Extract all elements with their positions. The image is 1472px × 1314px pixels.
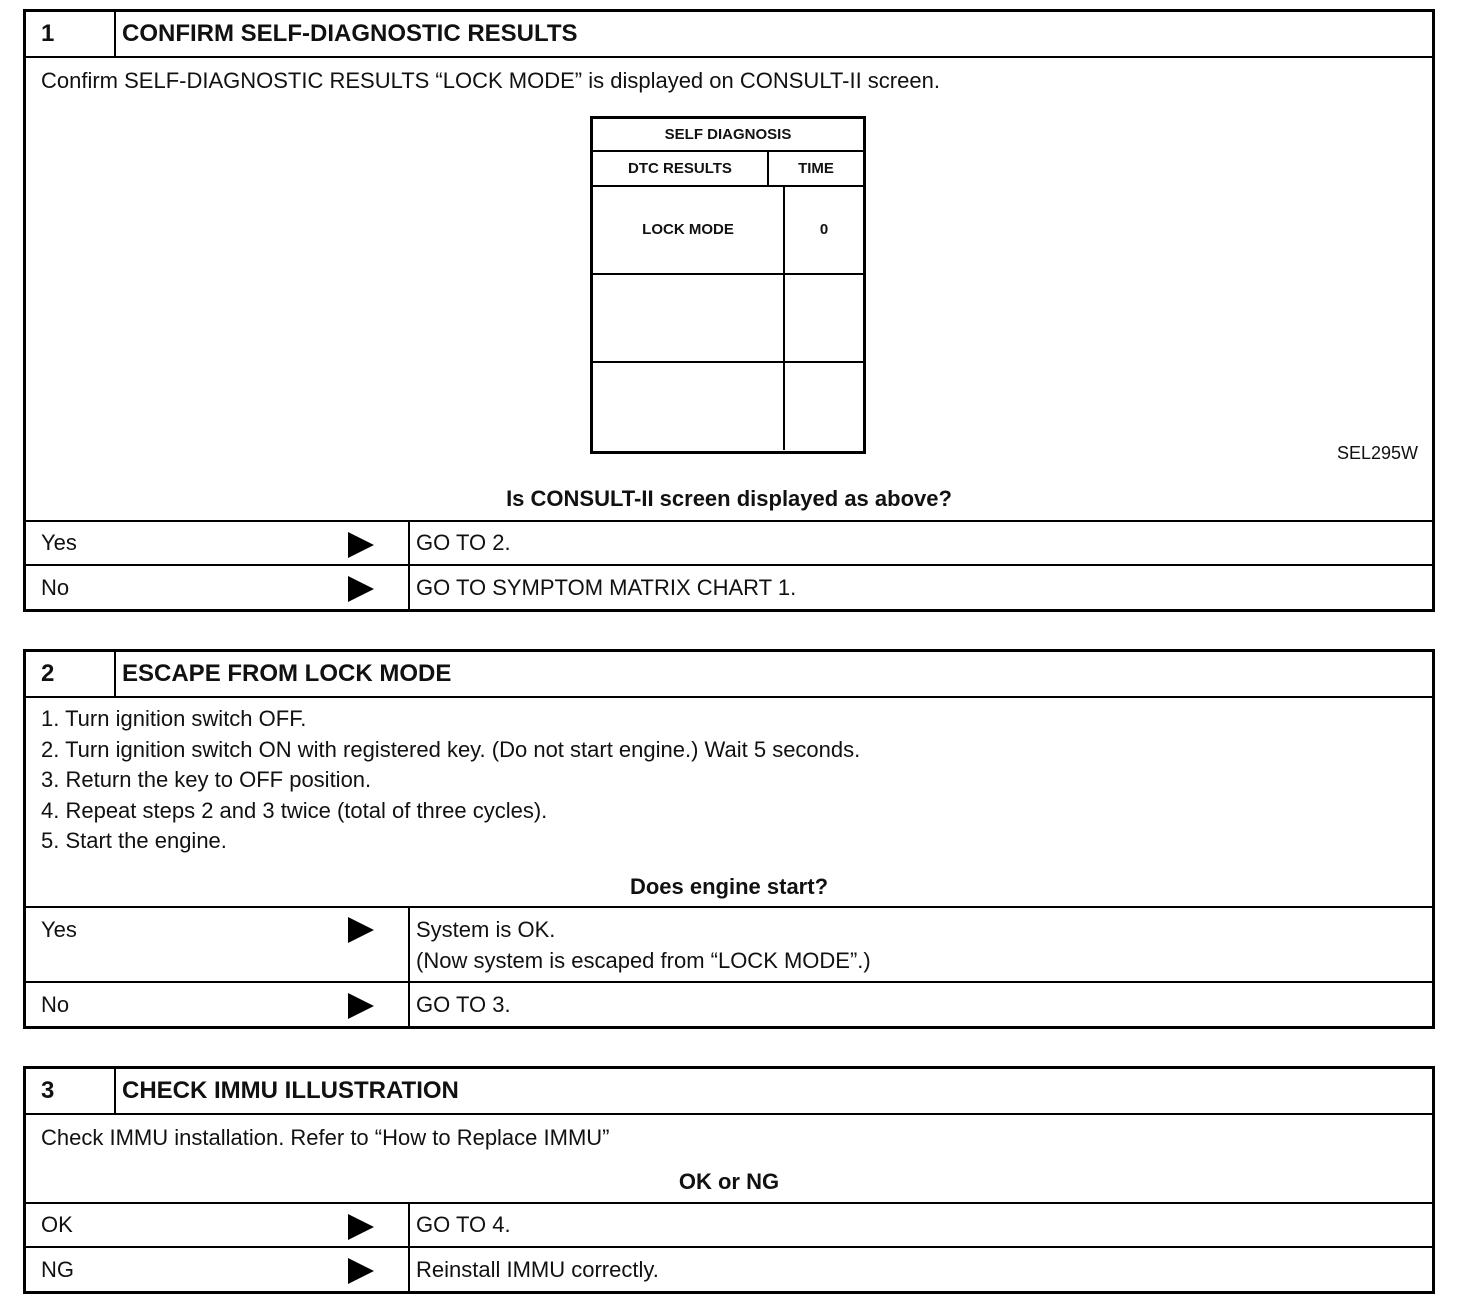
instruction-item: 5. Start the engine. [41,828,227,853]
outcome-result-line: System is OK. [416,917,556,942]
step-instruction: Check IMMU installation. Refer to “How to Replace IMMU” [41,1125,610,1150]
step-body [26,1115,1432,1204]
outcome-result-line: (Now system is escaped from “LOCK MODE”.) [416,948,871,973]
outcome-row-no [26,983,1432,1026]
instruction-item: 1. Turn ignition switch OFF. [41,706,307,731]
outcome-row-ok [26,1204,1432,1248]
figure-title: SELF DIAGNOSIS [593,119,863,152]
outcome-label: No [41,992,70,1017]
figure-result-cell [593,363,785,450]
outcome-result-line: GO TO 4. [416,1212,511,1237]
step-number: 1 [26,12,116,56]
arrow-right-icon [348,1214,374,1240]
outcome-result [410,908,1432,981]
step-number: 2 [26,652,116,696]
outcome-result-line: GO TO 2. [416,530,511,555]
outcome-label-cell [26,983,410,1026]
figure-col-dtc-results: DTC RESULTS [593,152,769,185]
step-1-block [23,9,1435,612]
outcome-label-cell [26,1248,410,1291]
step-body [26,698,1432,908]
figure-time-cell [785,275,863,361]
outcome-result-line: GO TO SYMPTOM MATRIX CHART 1. [416,575,797,600]
arrow-right-icon [348,532,374,558]
instruction-item: 3. Return the key to OFF position. [41,767,372,792]
outcome-label: NG [41,1257,74,1282]
outcome-result [410,522,1432,564]
outcome-result-line: Reinstall IMMU correctly. [416,1257,659,1282]
outcome-row-yes [26,908,1432,983]
arrow-right-icon [348,1258,374,1284]
outcome-label: No [41,575,70,600]
step-question: Is CONSULT-II screen displayed as above? [506,486,952,511]
outcome-result [410,566,1432,609]
outcome-result [410,1204,1432,1246]
step-title: CONFIRM SELF-DIAGNOSTIC RESULTS [122,20,578,47]
arrow-right-icon [348,576,374,602]
outcome-row-ng [26,1248,1432,1291]
figure-time-cell [785,363,863,450]
step-instruction: Confirm SELF-DIAGNOSTIC RESULTS “LOCK MODE” is displayed on CONSULT-II screen. [41,68,940,93]
step-header [26,652,1432,698]
outcome-row-no [26,566,1432,609]
figure-row [593,275,863,363]
outcome-result [410,1248,1432,1291]
instruction-item: 4. Repeat steps 2 and 3 twice (total of three cycles). [41,797,548,823]
step-3-block [23,1066,1435,1294]
outcome-label: Yes [41,917,77,942]
step-question: Does engine start? [629,874,829,899]
outcome-result-line: GO TO 3. [416,992,511,1017]
figure-row [593,187,863,275]
outcome-row-yes [26,522,1432,566]
step-question: OK or NG [678,1169,780,1194]
step-title: ESCAPE FROM LOCK MODE [122,660,452,687]
outcome-label-cell [26,566,410,609]
step-body [26,58,1432,522]
step-number: 3 [26,1069,116,1113]
instruction-list [26,698,1432,857]
instruction-item: 2. Turn ignition switch ON with registered key. (Do not start engine.) Wait 5 seconds. [41,736,861,762]
step-header [26,1069,1432,1115]
step-2-block [23,649,1435,1029]
self-diagnosis-figure [590,116,866,454]
figure-col-time: TIME [798,160,834,177]
step-header [26,12,1432,58]
outcome-label-cell [26,908,410,981]
arrow-right-icon [348,917,374,943]
figure-time-cell: 0 [819,221,829,238]
outcome-label: OK [41,1212,73,1237]
arrow-right-icon [348,993,374,1019]
figure-header-row [593,152,863,187]
outcome-label-cell [26,522,410,564]
outcome-result [410,983,1432,1026]
figure-result-cell: LOCK MODE [593,187,785,273]
figure-result-cell [593,275,785,361]
step-title: CHECK IMMU ILLUSTRATION [122,1077,459,1104]
outcome-label: Yes [41,530,77,555]
outcome-label-cell [26,1204,410,1246]
figure-code: SEL295W [1336,443,1418,463]
figure-row [593,363,863,450]
